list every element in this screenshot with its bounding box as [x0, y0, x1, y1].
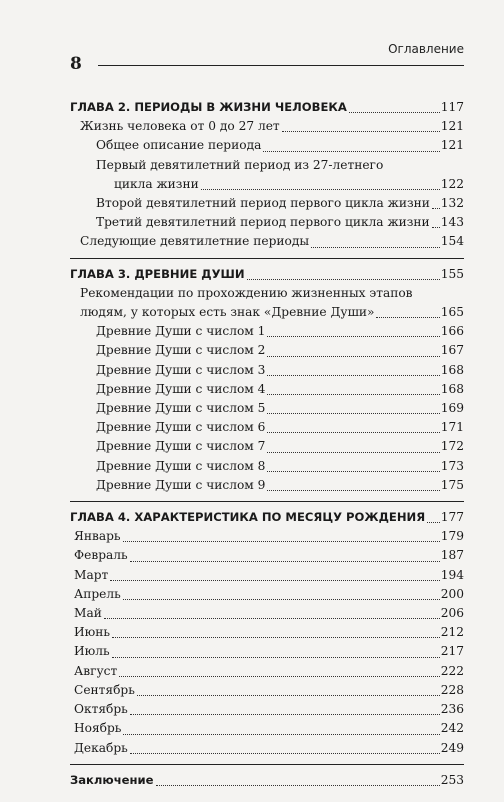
- running-header-title: Оглавление: [388, 42, 464, 56]
- toc-entry-month[interactable]: [70, 585, 464, 604]
- chapter-title: ГЛАВА 3. ДРЕВНИЕ ДУШИ: [70, 266, 245, 281]
- toc-entry-month[interactable]: [70, 739, 464, 758]
- toc-entry-month[interactable]: [70, 662, 464, 681]
- chapter-4-heading[interactable]: [70, 508, 464, 527]
- toc-entry-month[interactable]: [70, 700, 464, 719]
- page-ref: 179: [440, 529, 464, 544]
- page-ref: 121: [440, 119, 464, 134]
- entry-label: Древние Души с числом 7: [96, 439, 266, 454]
- page-ref: 132: [440, 196, 464, 211]
- page-ref: 143: [440, 215, 464, 230]
- dot-leader: [130, 560, 440, 562]
- toc-entry[interactable]: [70, 437, 464, 456]
- chapter-title: ГЛАВА 4. ХАРАКТЕРИСТИКА ПО МЕСЯЦУ РОЖДЕНИЯ: [70, 510, 426, 525]
- entry-label: Древние Души с числом 9: [96, 477, 266, 492]
- page-header: [70, 40, 464, 74]
- page-ref: 217: [440, 644, 464, 659]
- entry-label: Июнь: [74, 625, 110, 640]
- entry-label: Январь: [74, 529, 121, 544]
- entry-label: Сентябрь: [74, 682, 135, 697]
- dot-leader: [267, 431, 439, 433]
- toc-entry-month[interactable]: [70, 642, 464, 661]
- dot-leader: [130, 713, 440, 715]
- dot-leader: [267, 355, 439, 357]
- toc-entry-month[interactable]: [70, 719, 464, 738]
- page-ref: 206: [440, 606, 464, 621]
- dot-leader: [130, 752, 440, 754]
- chapter-title: ГЛАВА 2. ПЕРИОДЫ В ЖИЗНИ ЧЕЛОВЕКА: [70, 100, 347, 114]
- dot-leader: [311, 246, 440, 248]
- chapter-2-heading[interactable]: [70, 98, 464, 117]
- page-ref: 155: [440, 266, 464, 281]
- toc-entry[interactable]: [70, 213, 464, 232]
- entry-label: Август: [74, 663, 118, 678]
- toc-entry[interactable]: [70, 380, 464, 399]
- entry-label: Третий девятилетний период первого цикла жизни: [96, 215, 430, 230]
- dot-leader: [427, 521, 440, 523]
- entry-label: Октябрь: [74, 702, 128, 717]
- entry-label: Следующие девятилетние периоды: [80, 234, 310, 249]
- table-of-contents: [70, 98, 464, 802]
- page-ref: 236: [440, 702, 464, 717]
- entry-label: Общее описание периода: [96, 138, 262, 153]
- dot-leader: [123, 598, 440, 600]
- entry-label: Древние Души с числом 4: [96, 381, 266, 396]
- toc-entry-month[interactable]: [70, 623, 464, 642]
- page-ref: 167: [440, 343, 464, 358]
- dot-leader: [267, 374, 439, 376]
- toc-entry[interactable]: [70, 194, 464, 213]
- dot-leader: [267, 335, 439, 337]
- toc-entry-month[interactable]: [70, 527, 464, 546]
- toc-entry[interactable]: [70, 136, 464, 155]
- header-rule: [98, 65, 464, 66]
- entry-label-line2: цикла жизни: [114, 176, 199, 191]
- dot-leader: [156, 784, 440, 786]
- toc-entry[interactable]: [70, 457, 464, 476]
- entry-label: Древние Души с числом 5: [96, 401, 266, 416]
- page-ref: 121: [440, 138, 464, 153]
- entry-label: Июль: [74, 644, 110, 659]
- chapter-3-section: [70, 265, 464, 502]
- page-ref: 253: [440, 772, 464, 787]
- page-ref: 165: [440, 305, 464, 320]
- toc-entry[interactable]: [70, 284, 464, 322]
- toc-entry-month[interactable]: [70, 604, 464, 623]
- page-ref: 117: [440, 100, 464, 114]
- page-ref: 172: [440, 439, 464, 454]
- page-number: 8: [70, 54, 82, 74]
- page-ref: 173: [440, 458, 464, 473]
- page-ref: 168: [440, 362, 464, 377]
- dot-leader: [119, 675, 440, 677]
- entry-label-line1: Первый девятилетний период из 27-летнего: [96, 157, 384, 172]
- entry-label: Древние Души с числом 6: [96, 420, 266, 435]
- dot-leader: [432, 226, 440, 228]
- entry-label: Древние Души с числом 8: [96, 458, 266, 473]
- dot-leader: [104, 617, 440, 619]
- entry-label: Древние Души с числом 1: [96, 324, 266, 339]
- entry-label: Второй девятилетний период первого цикла жизни: [96, 196, 430, 211]
- toc-entry-month[interactable]: [70, 681, 464, 700]
- entry-label: Древние Души с числом 3: [96, 362, 266, 377]
- entry-label: Март: [74, 567, 109, 582]
- dot-leader: [123, 540, 440, 542]
- page-ref: 242: [440, 721, 464, 736]
- dot-leader: [349, 111, 440, 113]
- toc-entry[interactable]: [70, 322, 464, 341]
- toc-entry[interactable]: [70, 399, 464, 418]
- dot-leader: [267, 489, 439, 491]
- entry-label: Май: [74, 606, 102, 621]
- toc-entry[interactable]: [70, 232, 464, 251]
- entry-label: Древние Души с числом 2: [96, 343, 266, 358]
- page-ref: 154: [440, 234, 464, 249]
- dot-leader: [282, 130, 440, 132]
- dot-leader: [247, 278, 440, 280]
- toc-entry[interactable]: [70, 418, 464, 437]
- page-ref: 166: [440, 324, 464, 339]
- page-ref: 194: [440, 567, 464, 582]
- dot-leader: [137, 694, 440, 696]
- entry-label-line2: людям, у которых есть знак «Древние Души»: [80, 305, 375, 320]
- page-ref: 122: [440, 176, 464, 191]
- page-ref: 168: [440, 381, 464, 396]
- dot-leader: [376, 316, 439, 318]
- toc-entry[interactable]: [70, 361, 464, 380]
- page-ref: 187: [440, 548, 464, 563]
- conclusion-section: [70, 771, 464, 796]
- toc-entry-month[interactable]: [70, 566, 464, 585]
- entry-label: Февраль: [74, 548, 128, 563]
- entry-label: Ноябрь: [74, 721, 122, 736]
- page-ref: 169: [440, 401, 464, 416]
- chapter-2-section: [70, 98, 464, 259]
- dot-leader: [267, 412, 439, 414]
- dot-leader: [112, 636, 440, 638]
- page-ref: 249: [440, 740, 464, 755]
- entry-label: Декабрь: [74, 740, 128, 755]
- page-ref: 177: [440, 510, 464, 525]
- dot-leader: [110, 579, 439, 581]
- dot-leader: [432, 207, 440, 209]
- page-ref: 175: [440, 477, 464, 492]
- dot-leader: [263, 150, 439, 152]
- toc-entry[interactable]: [70, 156, 464, 194]
- entry-label: Апрель: [74, 586, 121, 601]
- dot-leader: [267, 393, 439, 395]
- chapter-4-section: [70, 508, 464, 765]
- dot-leader: [112, 656, 440, 658]
- dot-leader: [267, 470, 439, 472]
- dot-leader: [267, 451, 439, 453]
- dot-leader: [123, 733, 439, 735]
- conclusion-entry[interactable]: [70, 771, 464, 790]
- toc-entry[interactable]: [70, 341, 464, 360]
- toc-entry-month[interactable]: [70, 546, 464, 565]
- page-ref: 171: [440, 420, 464, 435]
- conclusion-title: Заключение: [70, 772, 154, 787]
- chapter-3-heading[interactable]: [70, 265, 464, 284]
- page-ref: 222: [440, 663, 464, 678]
- toc-entry[interactable]: [70, 476, 464, 495]
- page-ref: 200: [440, 586, 464, 601]
- dot-leader: [201, 188, 440, 190]
- entry-label: Жизнь человека от 0 до 27 лет: [80, 119, 280, 134]
- page-ref: 212: [440, 625, 464, 640]
- entry-label-line1: Рекомендации по прохождению жизненных этапов: [80, 285, 413, 300]
- toc-entry[interactable]: [70, 117, 464, 136]
- page-ref: 228: [440, 682, 464, 697]
